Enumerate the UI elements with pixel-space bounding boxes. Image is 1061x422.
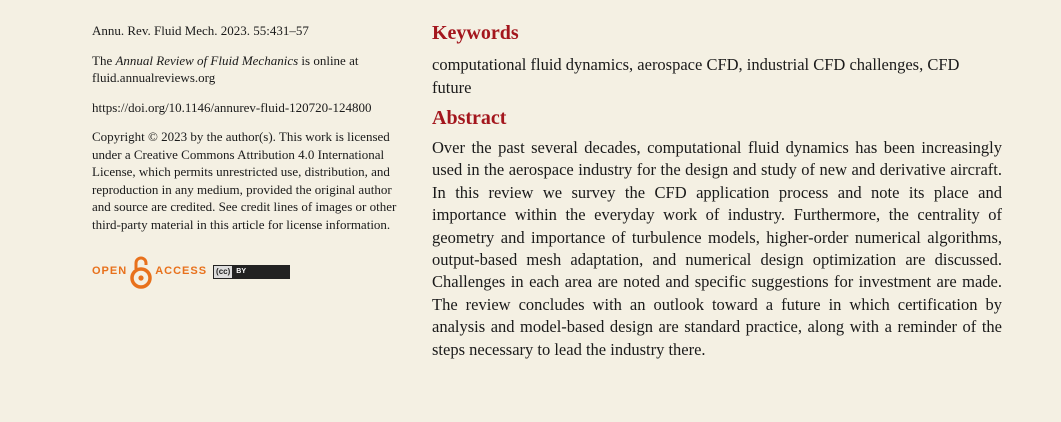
doi-link[interactable]: https://doi.org/10.1146/annurev-fluid-120720-124800 [92, 99, 372, 115]
copyright-notice: Copyright © 2023 by the author(s). This work is licensed under a Creative Commons Attribution 4.0 International License, which permits unrestricted use, distribution, and reproduction in any medium, provided the original author and source are credited. See credit lines of images or other third-party material in this article for license information. [92, 129, 397, 232]
cc-logo-icon: (cc) [214, 266, 233, 278]
online-suffix: is online at fluid.annualreviews.org [92, 52, 359, 85]
journal-name: Annual Review of Fluid Mechanics [115, 52, 299, 68]
open-access-lock-icon [130, 255, 152, 289]
keywords-list: computational fluid dynamics, aerospace CFD, industrial CFD challenges, CFD future [432, 55, 960, 97]
cc-by-label: BY [233, 266, 249, 278]
article-info-sidebar [92, 22, 410, 289]
online-availability [92, 52, 410, 87]
open-access-badge [92, 255, 410, 289]
online-prefix: The [92, 52, 116, 68]
citation: Annu. Rev. Fluid Mech. 2023. 55:431–57 [92, 23, 309, 38]
cc-badge-bar [249, 266, 289, 278]
article-main-content [432, 20, 1002, 361]
keywords-heading: Keywords [432, 22, 519, 44]
access-label: ACCESS [155, 265, 208, 278]
cc-by-license-badge[interactable] [213, 265, 290, 279]
open-label: OPEN [92, 265, 128, 278]
abstract-text: Over the past several decades, computational fluid dynamics has been increasingly used in the aerospace industry for the design and study of new and derivative aircraft. In this review we survey the CFD application process and note its place and importance within the everyday work of industry. Furthermore, the centrality of geometry and importance of turbulence models, higher-order numerical algorithms, output-based mesh adaptation, and numerical design optimization are discussed. Challenges in each area are noted and specific suggestions for investment are made. The review concludes with an outlook toward a future in which certification by analysis and model-based design are standard practice, along with a reminder of the steps necessary to lead the industry there. [432, 138, 1002, 359]
abstract-heading: Abstract [432, 107, 507, 129]
